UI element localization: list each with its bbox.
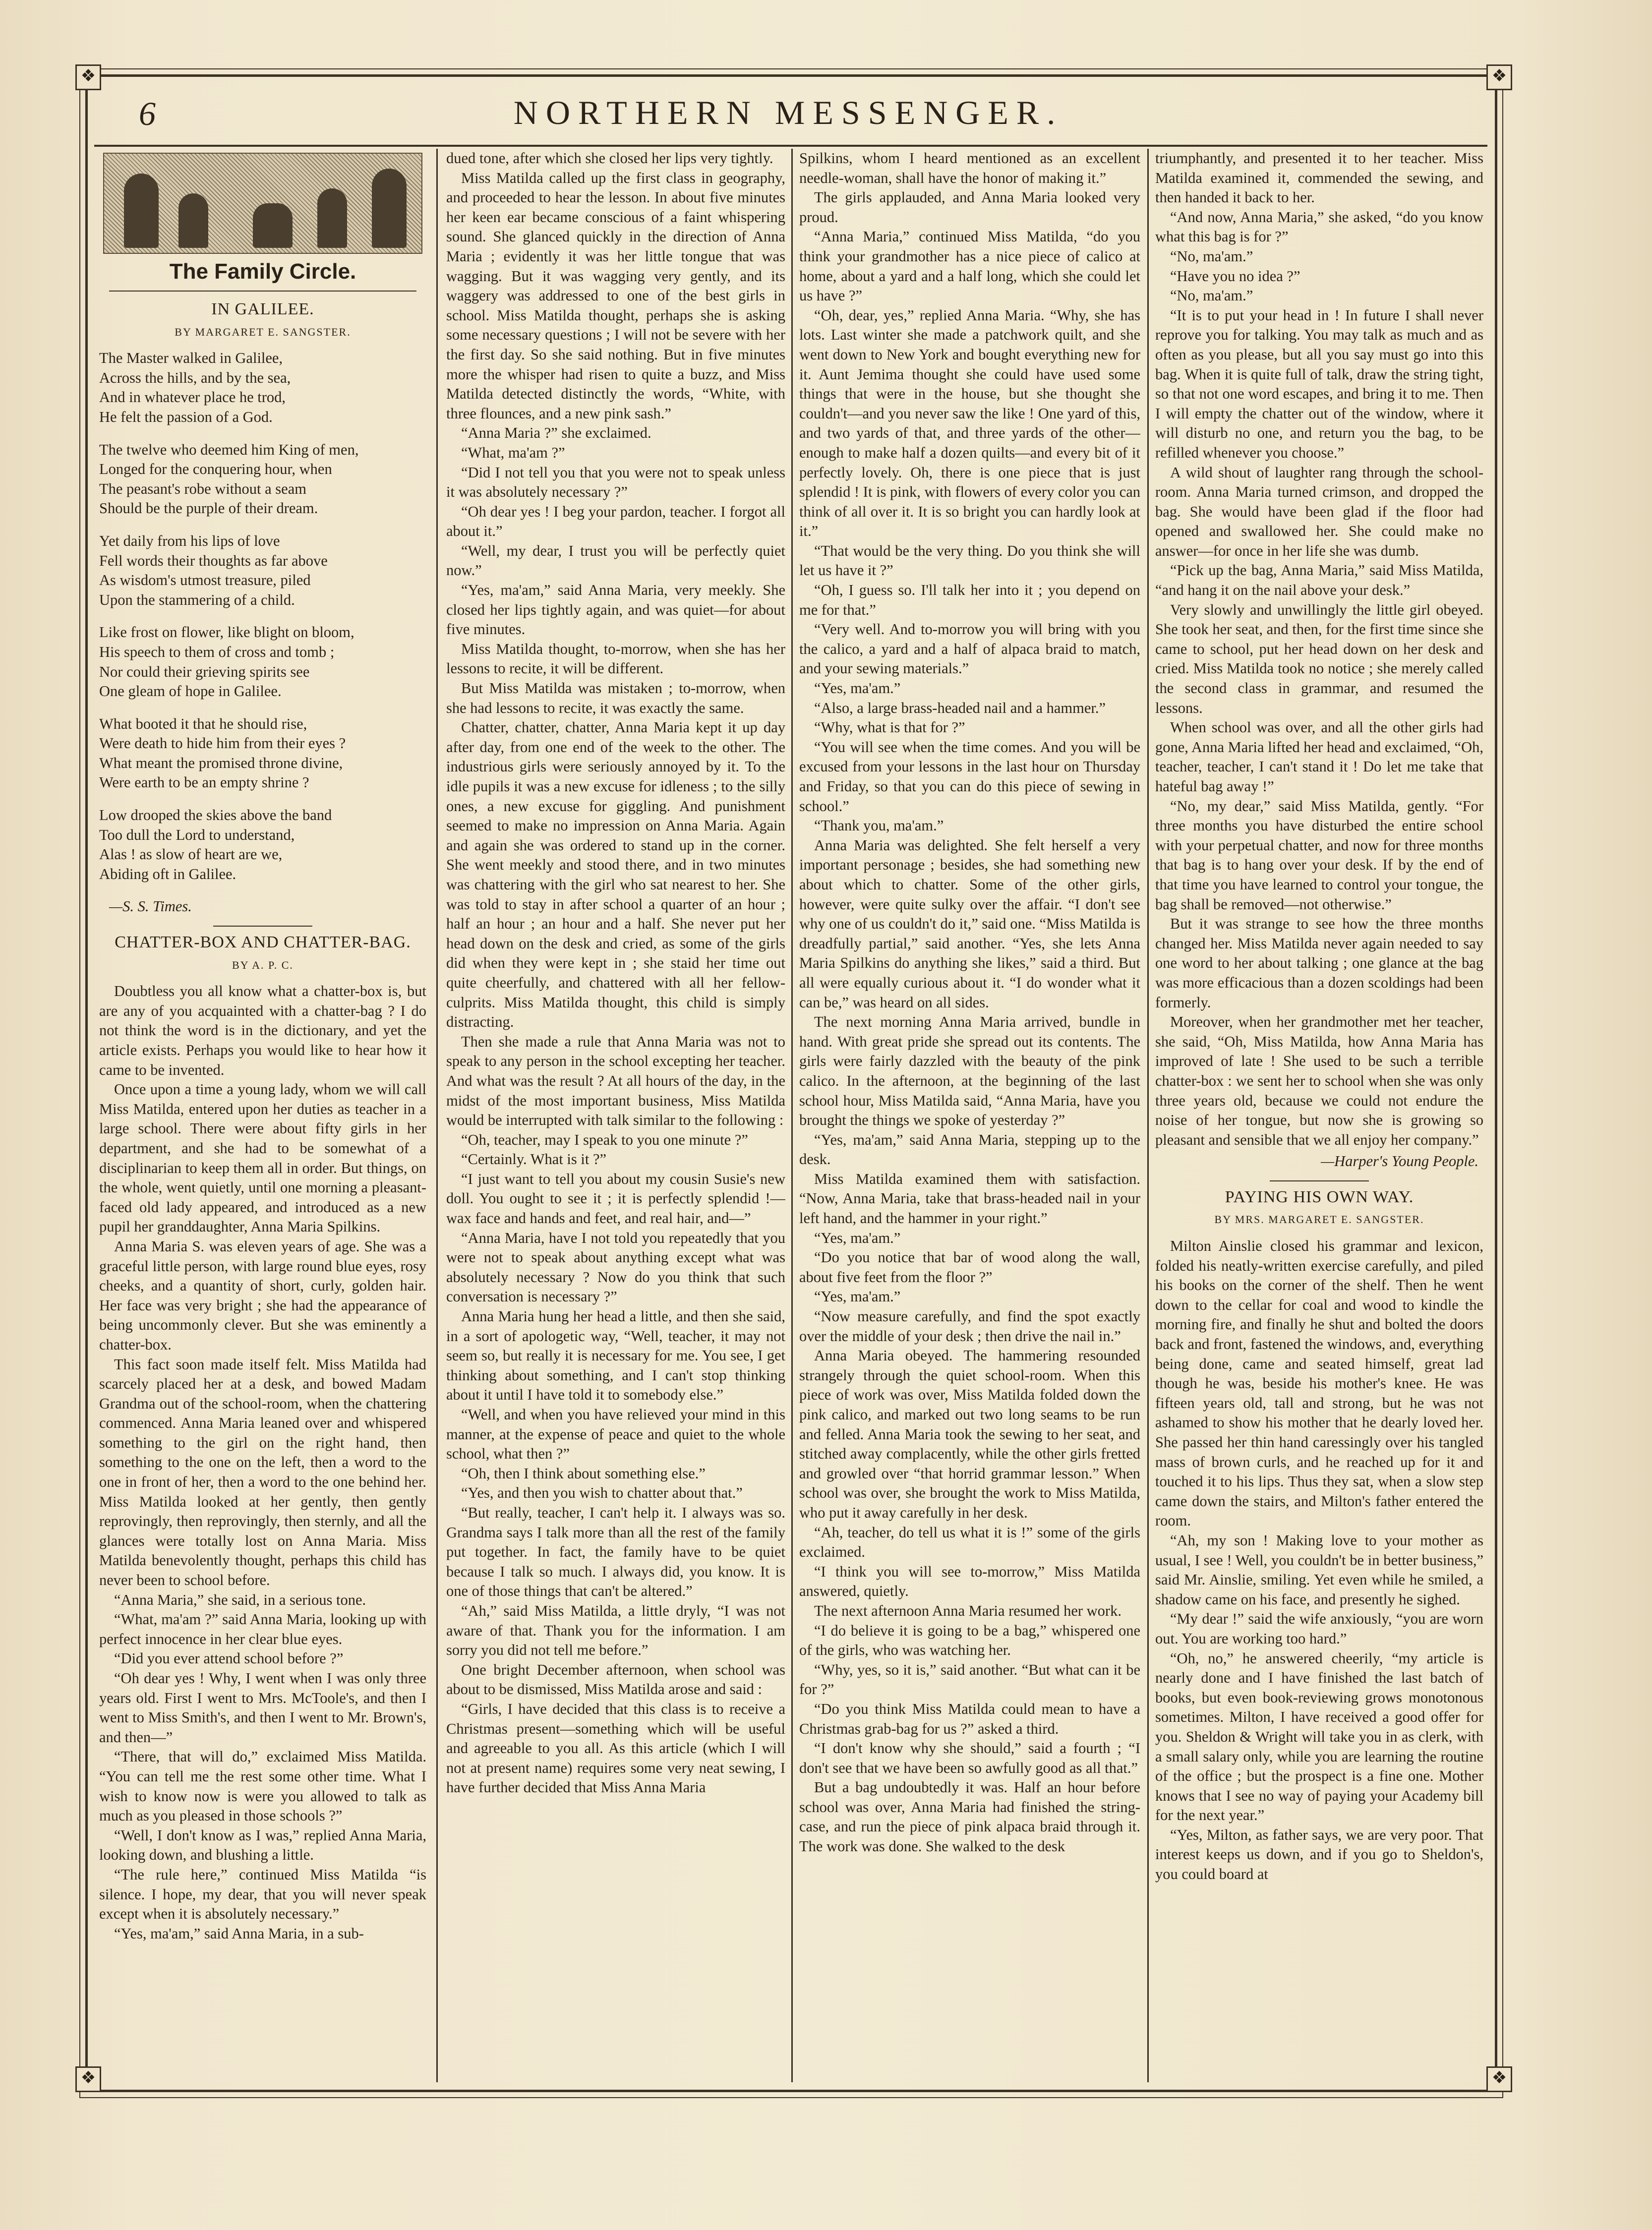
poem-line: Yet daily from his lips of love bbox=[99, 532, 280, 549]
paragraph: But it was strange to see how the three months changed her. Miss Matilda never again needed to say one word to her about talking ; one glance at the bag was more efficacious than a dozen scoldings had been formerly. bbox=[1155, 915, 1483, 1011]
paragraph: Miss Matilda thought, to-morrow, when she has her lessons to recite, it will be different. bbox=[446, 640, 785, 677]
paragraph: “Now measure carefully, and find the spot exactly over the middle of your desk ; then drive the nail in.” bbox=[799, 1308, 1140, 1345]
paragraph: “Anna Maria,” continued Miss Matilda, “do you think your grandmother has a nice piece of calico at home, about a yard and a half long, which she could let us have ?” bbox=[799, 228, 1140, 304]
story-title-chatter-box: CHATTER-BOX AND CHATTER-BAG. bbox=[115, 933, 411, 952]
corner-ornament-icon: ❖ bbox=[1486, 2066, 1512, 2092]
paragraph: A wild shout of laughter rang through the school-room. Anna Maria turned crimson, and dropped the bag. She would have been glad if the floor had opened and swallowed her. She could make no answer—for once in her life she was dumb. bbox=[1155, 464, 1483, 559]
paragraph: “You will see when the time comes. And you will be excused from your lessons in the last hour on Thursday and Friday, so that you can do this piece of sewing in school.” bbox=[799, 738, 1140, 815]
paragraph: “Ah, teacher, do tell us what it is !” some of the girls exclaimed. bbox=[799, 1524, 1140, 1561]
paragraph: “No, ma'am.” bbox=[1170, 287, 1253, 304]
header-rule bbox=[94, 145, 1487, 147]
poem-line: Alas ! as slow of heart are we, bbox=[99, 846, 283, 863]
paragraph: One bright December afternoon, when school was about to be dismissed, Miss Matilda arose and said : bbox=[446, 1661, 785, 1698]
poem-line: His speech to them of cross and tomb ; bbox=[99, 643, 335, 660]
column-4 bbox=[1155, 149, 1483, 2092]
paragraph: “Ah, my son ! Making love to your mother as usual, I see ! Well, you couldn't be in better business,” said Mr. Ainslie, smiling. Yet even while he smiled, a shadow came on his face, and presently he sighed. bbox=[1155, 1531, 1483, 1608]
paragraph: “Well, and when you have relieved your mind in this manner, at the expense of peace and quiet to the whole school, what then ?” bbox=[446, 1406, 785, 1463]
column-divider bbox=[791, 149, 793, 2082]
paragraph: This fact soon made itself felt. Miss Matilda had scarcely placed her at a desk, and bowed Madam Grandma out of the school-room, when the chattering commenced. Anna Maria leaned over and whispered something to the girl on the right hand, then something to the one on the left, then a word to the one in front of her, then a word to the one behind her. Miss Matilda looked at her gently, then gently reprovingly, then reprovingly, then sternly, and all the glances were totally lost on Anna Maria. Miss Matilda benevolently thought, perhaps this child has never been to school before. bbox=[99, 1355, 426, 1589]
paragraph: “Thank you, ma'am.” bbox=[814, 817, 944, 834]
paragraph: The next morning Anna Maria arrived, bundle in hand. With great pride she spread out its contents. The girls were fairly dazzled with the beauty of the pink calico. In the afternoon, at the beginning of the last school hour, Miss Matilda said, “Anna Maria, have you brought the things we spoke of yesterday ?” bbox=[799, 1013, 1140, 1129]
paragraph: “Anna Maria ?” she exclaimed. bbox=[461, 424, 651, 442]
paragraph: “Oh, no,” he answered cheerily, “my article is nearly done and I have finished the last batch of books, but even book-reviewing grows monotonous sometimes. Milton, I have received a good offer for you. Sheldon & Wright will take you in as clerk, with a small salary only, while you are learning the routine of the office ; but the prospect is a fine one. Mother knows that I see no way of paying your Academy bill for the next year.” bbox=[1155, 1649, 1483, 1824]
poem-line: Upon the stammering of a child. bbox=[99, 591, 295, 608]
paragraph: “What, ma'am ?” said Anna Maria, looking up with perfect innocence in her clear blue eyes. bbox=[99, 1611, 426, 1647]
paragraph: “Did I not tell you that you were not to speak unless it was absolutely necessary ?” bbox=[446, 464, 785, 501]
paragraph: dued tone, after which she closed her lips very tightly. bbox=[446, 150, 773, 167]
paragraph: “I do believe it is going to be a bag,” whispered one of the girls, who was watching her. bbox=[799, 1622, 1140, 1659]
family-circle-engraving bbox=[103, 153, 422, 254]
story-title-paying-his-own-way: PAYING HIS OWN WAY. bbox=[1225, 1187, 1414, 1206]
story-text bbox=[1155, 1236, 1483, 1884]
paragraph: “Yes, Milton, as father says, we are very poor. That interest keeps us down, and if you go to Sheldon's, you could board at bbox=[1155, 1826, 1483, 1883]
paragraph: Anna Maria was delighted. She felt herself a very important personage ; besides, she had something new about which to chatter. Some of the other girls, however, were quite sulky over the affair. “I don't see why one of us couldn't do it,” said one. “Miss Matilda is dreadfully partial,” said another. “Yes, she lets Anna Maria Spilkins do anything she likes,” said a third. But all were equally curious about it. “I do wonder what it can be,” was heard on all sides. bbox=[799, 836, 1140, 1011]
poem-line: Too dull the Lord to understand, bbox=[99, 826, 295, 843]
poem-line: As wisdom's utmost treasure, piled bbox=[99, 572, 311, 589]
paragraph: “Anna Maria,” she said, in a serious tone. bbox=[114, 1591, 366, 1608]
poem-line: Across the hills, and by the sea, bbox=[99, 369, 291, 386]
poem-line: Fell words their thoughts as far above bbox=[99, 552, 328, 569]
paragraph: “Yes, ma'am,” said Anna Maria, very meekly. She closed her lips tightly again, and was quiet—for about five minutes. bbox=[446, 582, 785, 638]
poem-line: Longed for the conquering hour, when bbox=[99, 461, 332, 478]
poem-credit: —S. S. Times. bbox=[109, 898, 192, 915]
paragraph: Miss Matilda called up the first class in geography, and proceeded to hear the lesson. In about five minutes her keen ear became conscious of a faint whispering sound. She glanced quickly in the direction of Anna Maria ; evidently it was her little tongue that was wagging. But it was wagging very gently, and its waggery was addressed to one of the best girls in school. Miss Matilda thought, perhaps she is asking some necessary questions ; I will not be severe with her the first day. So she said nothing. But in five minutes more the whisper had risen to quite a buzz, and Miss Matilda detected distinctly the words, “White, with three flounces, and a new pink sash.” bbox=[446, 169, 785, 422]
paragraph: “What, ma'am ?” bbox=[461, 444, 565, 461]
poem-line: The peasant's robe without a seam bbox=[99, 480, 306, 497]
paragraph: “The rule here,” continued Miss Matilda “is silence. I hope, my dear, that you will never speak except when it is absolutely necessary.” bbox=[99, 1866, 426, 1923]
poem-line: Were earth to be an empty shrine ? bbox=[99, 774, 309, 791]
story-text bbox=[799, 149, 1140, 1857]
paragraph: “I just want to tell you about my cousin Susie's new doll. You ought to see it ; it is perfectly splendid !—wax face and hands and feet, and real hair, and—” bbox=[446, 1170, 785, 1227]
paragraph: “Yes, ma'am.” bbox=[814, 1288, 901, 1305]
paragraph: “Yes, and then you wish to chatter about that.” bbox=[461, 1484, 743, 1502]
corner-ornament-icon: ❖ bbox=[75, 64, 101, 90]
poem-stanza bbox=[99, 806, 426, 884]
poem-line: Should be the purple of their dream. bbox=[99, 500, 318, 517]
paragraph: Anna Maria obeyed. The hammering resounded strangely through the quiet school-room. When this piece of work was over, Miss Matilda folded down the pink calico, and marked out two long seams to be run and felled. Anna Maria took the sewing to her seat, and stitched away complacently, while the other girls fretted and growled over “that horrid grammar lesson.” When school was over, she brought the work to Miss Matilda, who put it away carefully in her desk. bbox=[799, 1347, 1140, 1521]
paragraph: “Oh, dear, yes,” replied Anna Maria. “Why, she has lots. Last winter she made a patchwork quilt, and she went down to New York and bought everything new for it. Aunt Jemima thought she could have used some things that were in the house, but she thought she couldn't—and you never saw the like ! One yard of this, and two yards of that, and three yards of the other—enough to make half a dozen quilts—and every bit of it perfectly lovely. Oh, there is one piece that is just splendid ! It is pink, with flowers of every color you can think of all over it. It is so bright you can hardly look at it.” bbox=[799, 306, 1140, 540]
paragraph: “Girls, I have decided that this class is to receive a Christmas present—something which will be useful and agreeable to you all. As this article (which I will not at present name) requires some very neat sewing, I have further decided that Miss Anna Maria bbox=[446, 1700, 785, 1796]
story-text bbox=[99, 982, 426, 1943]
paragraph: “Why, yes, so it is,” said another. “But what can it be for ?” bbox=[799, 1661, 1140, 1698]
paragraph: Doubtless you all know what a chatter-box is, but are any of you acquainted with a chatter-bag ? I do not think the word is in the dictionary, and yet the article exists. Perhaps you would like to hear how it came to be invented. bbox=[99, 983, 426, 1078]
paragraph: “My dear !” said the wife anxiously, “you are worn out. You are working too hard.” bbox=[1155, 1610, 1483, 1647]
page-header bbox=[94, 84, 1482, 144]
paragraph: “There, that will do,” exclaimed Miss Matilda. “You can tell me the rest some other time. What I wish to know now is were you allowed to talk as much as you pleased in those schools ?” bbox=[99, 1748, 426, 1824]
poem-line: Were death to hide him from their eyes ? bbox=[99, 735, 346, 752]
paragraph: Anna Maria S. was eleven years of age. She was a graceful little person, with large round blue eyes, rosy cheeks, and a quantity of short, curly, golden hair. Her face was very bright ; she had the appearance of being uncommonly clever. But she was eminently a chatter-box. bbox=[99, 1237, 426, 1353]
paragraph: triumphantly, and presented it to her teacher. Miss Matilda examined it, commended the sewing, and then handed it back to her. bbox=[1155, 150, 1483, 206]
poem-stanza bbox=[99, 531, 426, 610]
page-number: 6 bbox=[139, 95, 156, 132]
paragraph: Anna Maria hung her head a little, and then she said, in a sort of apologetic way, “Well, teacher, it may not seem so, but really it is necessary for me. You see, I get thinking about something, and I can't stop thinking about it until I have told it to somebody else.” bbox=[446, 1308, 785, 1404]
column-divider bbox=[1147, 149, 1149, 2082]
column-divider bbox=[436, 149, 438, 2082]
paragraph: Once upon a time a young lady, whom we will call Miss Matilda, entered upon her duties as teacher in a large school. There were about fifty girls in her department, and she had to be somewhat of a disciplinarian to keep them all in order. But things, on the whole, went quietly, until one morning a pleasant-faced old lady appeared, and introduced as a new pupil her granddaughter, Anna Maria Spilkins. bbox=[99, 1081, 426, 1235]
paragraph: But Miss Matilda was mistaken ; to-morrow, when she had lessons to recite, it was exactly the same. bbox=[446, 680, 785, 716]
poem-line: What booted it that he should rise, bbox=[99, 715, 307, 732]
poem-line: Abiding oft in Galilee. bbox=[99, 865, 236, 882]
paragraph: “Have you no idea ?” bbox=[1170, 267, 1300, 285]
poem-body bbox=[99, 349, 426, 884]
divider bbox=[109, 291, 416, 292]
corner-ornament-icon: ❖ bbox=[75, 2066, 101, 2092]
paragraph: “It is to put your head in ! In future I shall never reprove you for talking. You may talk as much and as often as you please, but all you say must go into this bag. When it is quite full of talk, draw the string tight, so that not one word escapes, and bring it to me. Then I will empty the chatter out of the window, where it will disturb no one, and return you the bag, to be refilled whenever you choose.” bbox=[1155, 306, 1483, 461]
paragraph: Moreover, when her grandmother met her teacher, she said, “Oh, Miss Matilda, how Anna Maria has improved of late ! She used to be such a terrible chatter-box : we sent her to school when she was only three years old, because we could not endure the noise of her tongue, but now she is growing so pleasant and sensible that we all enjoy her company.” bbox=[1155, 1013, 1483, 1148]
paragraph: “Why, what is that for ?” bbox=[814, 719, 965, 736]
poem-line: And in whatever place he trod, bbox=[99, 389, 286, 406]
story-text bbox=[1155, 149, 1483, 1150]
story-byline: BY A. P. C. bbox=[232, 958, 294, 971]
paragraph: “Did you ever attend school before ?” bbox=[114, 1650, 344, 1667]
paragraph: “Oh dear yes ! I beg your pardon, teacher. I forgot all about it.” bbox=[446, 503, 785, 540]
paragraph: “Oh, then I think about something else.” bbox=[461, 1465, 706, 1482]
paragraph: “Anna Maria, have I not told you repeatedly that you were not to speak about anything except what was absolutely necessary ? Now do you think that such conversation is necessary ?” bbox=[446, 1229, 785, 1305]
paragraph: “Oh, I guess so. I'll talk her into it ; you depend on me for that.” bbox=[799, 582, 1140, 618]
paragraph: “Ah,” said Miss Matilda, a little dryly, “I was not aware of that. Thank you for the information. I am sorry you did not tell me before.” bbox=[446, 1602, 785, 1659]
poem-stanza bbox=[99, 623, 426, 701]
poem-line: Like frost on flower, like blight on bloom, bbox=[99, 624, 354, 641]
paragraph: “Pick up the bag, Anna Maria,” said Miss Matilda, “and hang it on the nail above your desk.” bbox=[1155, 562, 1483, 599]
corner-ornament-icon: ❖ bbox=[1486, 64, 1512, 90]
masthead-title: NORTHERN MESSENGER. bbox=[513, 94, 1063, 131]
paragraph: “Very well. And to-morrow you will bring with you the calico, a yard and a half of alpaca braid to match, and your sewing materials.” bbox=[799, 621, 1140, 677]
paragraph: “I think you will see to-morrow,” Miss Matilda answered, quietly. bbox=[799, 1563, 1140, 1600]
paragraph: Very slowly and unwillingly the little girl obeyed. She took her seat, and then, for the first time since she came to school, put her head down on her desk and cried. Miss Matilda took no notice ; she merely called the second class in grammar, and resumed the lessons. bbox=[1155, 601, 1483, 716]
paragraph: “That would be the very thing. Do you think she will let us have it ?” bbox=[799, 542, 1140, 579]
paragraph: “But really, teacher, I can't help it. I always was so. Grandma says I talk more than all the rest of the family put together. In fact, the family have to be quiet because I talk so much. I always did, you know. It is one of those things that can't be altered.” bbox=[446, 1504, 785, 1600]
paragraph: But a bag undoubtedly it was. Half an hour before school was over, Anna Maria had finished the string-case, and run the piece of pink alpaca braid through it. The work was done. She walked to the desk bbox=[799, 1779, 1140, 1855]
column-1 bbox=[99, 149, 426, 2092]
column-2 bbox=[446, 149, 785, 2092]
paragraph: “Also, a large brass-headed nail and a hammer.” bbox=[814, 699, 1106, 716]
poem-line: The Master walked in Galilee, bbox=[99, 350, 283, 367]
paragraph: Chatter, chatter, chatter, Anna Maria kept it up day after day, from one end of the week to the other. The industrious girls were seriously annoyed by it. To the idle pupils it was a new excuse for idleness ; to the silly ones, a new excuse for giggling. And punishment seemed to make no impression on Anna Maria. Again and again she was ordered to stand up in the corner. She went meekly and stood there, and in two minutes was chattering with the girl who sat nearest to her. She was told to stay in after school a quarter of an hour ; half an hour ; an hour and a half. She never put her head down on the desk and cried, as some of the girls did when they were kept in ; she staid her time out quite cheerfully, and chattered with all her fellow-culprits. Miss Matilda thought, this child is simply distracting. bbox=[446, 719, 785, 1031]
poem-line: What meant the promised throne divine, bbox=[99, 754, 343, 771]
divider bbox=[213, 926, 312, 927]
poem-stanza bbox=[99, 714, 426, 793]
poem-stanza bbox=[99, 440, 426, 519]
poem-line: One gleam of hope in Galilee. bbox=[99, 683, 282, 700]
paragraph: “And now, Anna Maria,” she asked, “do you know what this bag is for ?” bbox=[1155, 208, 1483, 245]
paragraph: “Yes, ma'am.” bbox=[814, 680, 901, 697]
paragraph: “Yes, ma'am.” bbox=[814, 1229, 901, 1246]
poem-line: He felt the passion of a God. bbox=[99, 408, 273, 425]
paragraph: “Well, I don't know as I was,” replied Anna Maria, looking down, and blushing a little. bbox=[99, 1826, 426, 1864]
paragraph: The next afternoon Anna Maria resumed her work. bbox=[814, 1602, 1121, 1619]
divider bbox=[1270, 1180, 1369, 1181]
paragraph: Milton Ainslie closed his grammar and lexicon, folded his neatly-written exercise carefully, and piled his books on the corner of the shelf. Then he went down to the cellar for coal and wood to kindle the morning fire, and finally he shut and bolted the doors back and front, fastened the windows, and, everything being done, came and seated himself, great lad though he was, beside his mother's knee. He was fifteen years old, tall and strong, but he was not ashamed to show his mother that he dearly loved her. She passed her thin hand caressingly over his tangled mass of brown curls, and he reached up for it and touched it to his lips. Thus they sat, when a slow step came down the stairs, and Milton's father entered the room. bbox=[1155, 1237, 1483, 1529]
paragraph: Miss Matilda examined them with satisfaction. “Now, Anna Maria, take that brass-headed nail in your left hand, and the hammer in your right.” bbox=[799, 1170, 1140, 1227]
paragraph: “Oh dear yes ! Why, I went when I was only three years old. First I went to Mrs. McToole's, and then I went to Miss Smith's, and then I went to Mr. Brown's, and then—” bbox=[99, 1670, 426, 1746]
poem-line: Nor could their grieving spirits see bbox=[99, 663, 310, 680]
poem-stanza bbox=[99, 349, 426, 427]
paragraph: “Yes, ma'am,” said Anna Maria, in a sub- bbox=[114, 1925, 364, 1942]
paragraph: “No, ma'am.” bbox=[1170, 247, 1253, 265]
paragraph: “Do you think Miss Matilda could mean to have a Christmas grab-bag for us ?” asked a third. bbox=[799, 1700, 1140, 1737]
section-heading-family-circle: The Family Circle. bbox=[169, 259, 356, 284]
column-3 bbox=[799, 149, 1140, 2092]
paragraph: “Oh, teacher, may I speak to you one minute ?” bbox=[461, 1131, 748, 1148]
paragraph: “I don't know why she should,” said a fourth ; “I don't see that we have been so awfully good as all that.” bbox=[799, 1740, 1140, 1776]
paragraph: “Do you notice that bar of wood along the wall, about five feet from the floor ?” bbox=[799, 1249, 1140, 1286]
poem-title: IN GALILEE. bbox=[211, 300, 314, 318]
paragraph: “Yes, ma'am,” said Anna Maria, stepping up to the desk. bbox=[799, 1131, 1140, 1168]
paragraph: When school was over, and all the other girls had gone, Anna Maria lifted her head and exclaimed, “Oh, teacher, teacher, I can't stand it ! Do let me take that hateful bag away !” bbox=[1155, 719, 1483, 795]
story-credit: —Harper's Young People. bbox=[1320, 1153, 1478, 1170]
paragraph: Then she made a rule that Anna Maria was not to speak to any person in the school excepting her teacher. And what was the result ? At all hours of the day, in the midst of the most important business, Miss Matilda would be interrupted with talk similar to the following : bbox=[446, 1033, 785, 1129]
paragraph: “No, my dear,” said Miss Matilda, gently. “For three months you have disturbed the entire school with your perpetual chatter, and now for three months that bag is to hang over your desk. If by the end of that time you have learned to control your tongue, the bag shall be removed—not otherwise.” bbox=[1155, 797, 1483, 913]
paragraph: Spilkins, whom I heard mentioned as an excellent needle-woman, shall have the honor of making it.” bbox=[799, 150, 1140, 186]
poem-byline: BY MARGARET E. SANGSTER. bbox=[175, 325, 351, 338]
paragraph: The girls applauded, and Anna Maria looked very proud. bbox=[799, 189, 1140, 226]
paragraph: “Certainly. What is it ?” bbox=[461, 1151, 607, 1168]
story-byline: BY MRS. MARGARET E. SANGSTER. bbox=[1214, 1213, 1424, 1226]
poem-line: The twelve who deemed him King of men, bbox=[99, 441, 359, 458]
paragraph: “Well, my dear, I trust you will be perfectly quiet now.” bbox=[446, 542, 785, 579]
story-text bbox=[446, 149, 785, 1798]
poem-line: Low drooped the skies above the band bbox=[99, 807, 332, 824]
